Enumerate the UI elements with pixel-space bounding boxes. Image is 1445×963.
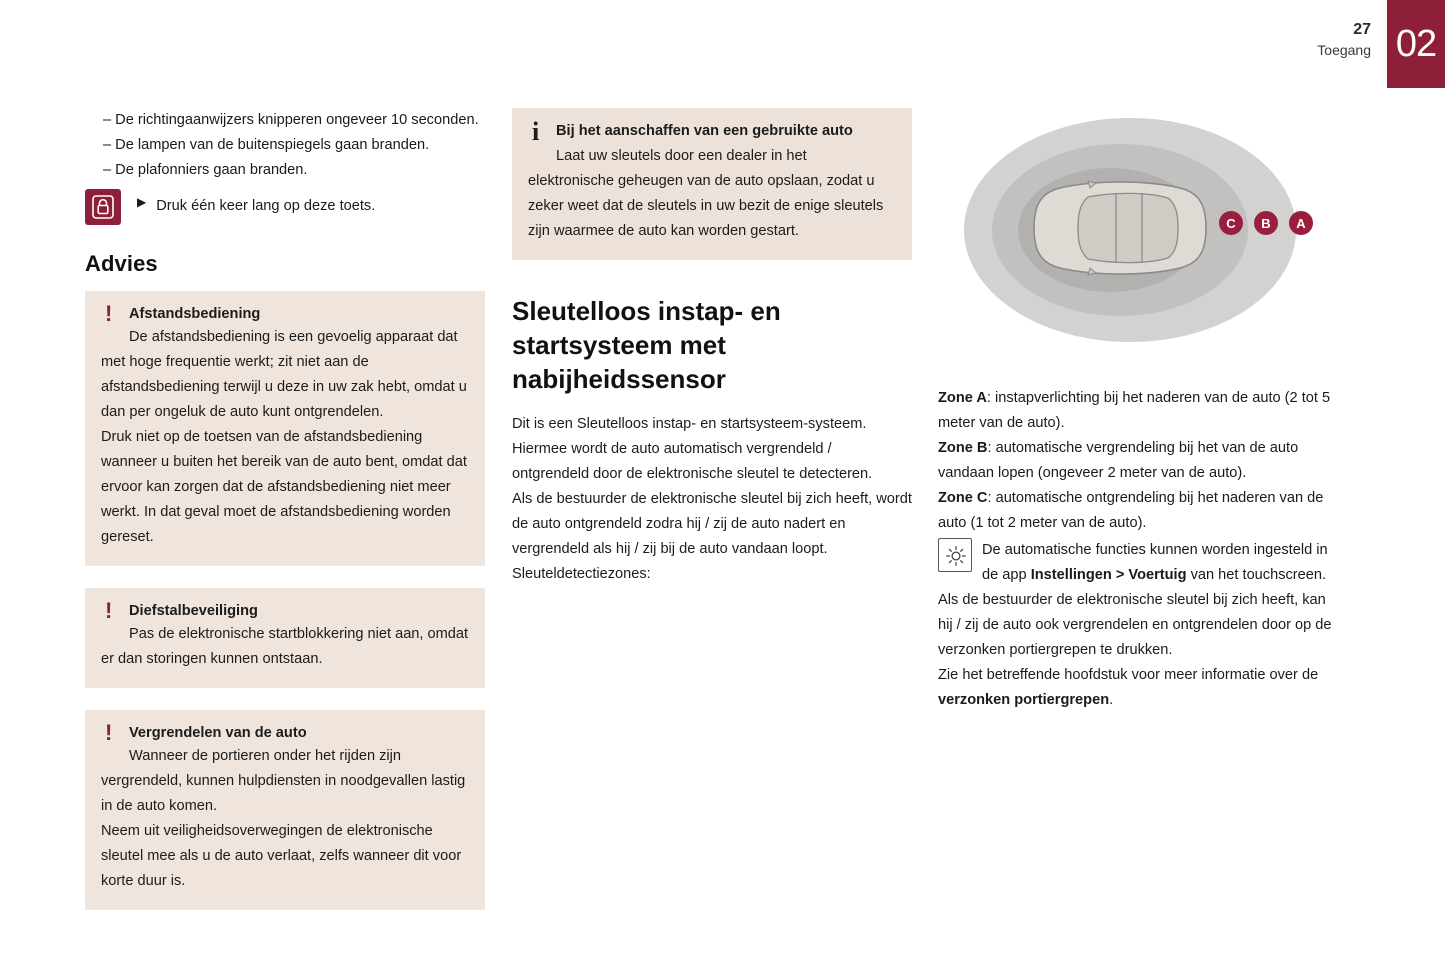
- section-name: Toegang: [1317, 42, 1371, 58]
- zone-c-label: Zone C: [938, 490, 988, 506]
- key-detection-zones-diagram: [938, 108, 1338, 368]
- warning-icon: !: [105, 598, 113, 623]
- column-right: [938, 108, 1338, 713]
- callout-vergrendelen-van-de-auto: [85, 710, 485, 910]
- lock-instruction-text: Druk één keer lang op deze toets.: [156, 198, 376, 214]
- settings-note-suffix: van het touchscreen.: [1186, 567, 1327, 583]
- zone-c-description: [938, 486, 1338, 536]
- info-icon: i: [532, 117, 540, 146]
- section-heading-sleutelloos: Sleutelloos instap- en startsysteem met nabijheidssensor: [512, 296, 781, 394]
- callout-title: Diefstalbeveiliging: [129, 603, 258, 619]
- chapter-number-tab: 02: [1387, 0, 1445, 88]
- zone-c-text: : automatische ontgrendeling bij het naderen van de auto (1 tot 2 meter van de auto).: [938, 490, 1324, 531]
- lock-key-icon: [85, 189, 121, 225]
- page-content: [0, 108, 1445, 963]
- callout-paragraph: Druk niet op de toetsen van de afstandsbediening wanneer u buiten het bereik van de auto bent, omdat dat ervoor kan zorgen dat de afstandsbediening niet meer werkt. In dat geval moet de afstandsbediening worden gereset.: [101, 429, 467, 545]
- page-header-meta: [1317, 20, 1371, 60]
- svg-text:C: C: [1226, 216, 1236, 231]
- callout-diefstalbeveiliging: [85, 588, 485, 688]
- svg-text:A: A: [1296, 216, 1306, 231]
- final-note-prefix: Zie het betreffende hoofdstuk voor meer informatie over de: [938, 667, 1319, 683]
- final-note-suffix: .: [1109, 692, 1114, 708]
- svg-text:B: B: [1261, 216, 1271, 231]
- triangle-right-icon: ▶: [137, 195, 147, 209]
- list-item: – De richtingaanwijzers knipperen ongeveer 10 seconden.: [103, 112, 479, 128]
- gear-icon: [938, 538, 972, 572]
- dash-list: [85, 108, 485, 183]
- callout-paragraph: Neem uit veiligheidsoverwegingen de elektronische sleutel mee als u de auto verlaat, zelfs wanneer dit voor korte duur is.: [101, 823, 462, 889]
- settings-note-text: [982, 538, 1338, 588]
- right-column-body: [938, 588, 1338, 713]
- section-body: [512, 412, 912, 587]
- callout-paragraph: De afstandsbediening is een gevoelig apparaat dat met hoge frequentie werkt; zit niet aan de afstandsbediening terwijl u deze in uw zak hebt, omdat u dan per ongeluk de auto kunt ontgrendelen.: [101, 329, 467, 420]
- callout-afstandsbediening: [85, 291, 485, 566]
- final-note-term: verzonken portiergrepen: [938, 692, 1110, 708]
- zone-a-description: [938, 386, 1338, 436]
- paragraph: Dit is een Sleutelloos instap- en startsysteem-systeem.: [512, 416, 867, 432]
- settings-path: Instellingen > Voertuig: [1030, 567, 1187, 583]
- zone-b-description: [938, 436, 1338, 486]
- list-item: – De lampen van de buitenspiegels gaan branden.: [103, 137, 430, 153]
- callout-title: Afstandsbediening: [129, 306, 261, 322]
- warning-icon: !: [105, 301, 113, 326]
- lock-instruction-row: [85, 189, 485, 225]
- list-item: – De plafonniers gaan branden.: [103, 162, 308, 178]
- zone-a-label: Zone A: [938, 390, 987, 406]
- callout-title: Vergrendelen van de auto: [129, 725, 307, 741]
- settings-note-prefix: De automatische functies kunnen worden ingesteld in de app: [982, 542, 1328, 583]
- zone-b-text: : automatische vergrendeling bij het van de auto vandaan lopen (ongeveer 2 meter van de auto).: [938, 440, 1299, 481]
- callout-paragraph: Laat uw sleutels door een dealer in het elektronische geheugen van de auto opslaan, zodat u zeker weet dat de sleutels in uw bezit de enige sleutels zijn waarmee de auto kan worden gestart.: [528, 148, 884, 239]
- page-title-advies: Advies: [85, 251, 158, 276]
- column-left: [85, 108, 485, 932]
- paragraph: Als de bestuurder de elektronische sleutel bij zich heeft, kan hij / zij de auto ook vergrendelen en ontgrendelen door op de verzonken portiergrepen te drukken.: [938, 592, 1332, 658]
- column-middle: [512, 108, 912, 587]
- paragraph: Als de bestuurder de elektronische sleutel bij zich heeft, wordt de auto ontgrendeld zodra hij / zij de auto nadert en vergrendeld als hij / zij bij de auto vandaan loopt.: [512, 491, 912, 557]
- callout-title: Bij het aanschaffen van een gebruikte auto: [556, 123, 853, 139]
- page-number: 27: [1353, 21, 1371, 38]
- zone-descriptions: [938, 386, 1338, 536]
- callout-paragraph: Pas de elektronische startblokkering niet aan, omdat er dan storingen kunnen ontstaan.: [101, 626, 469, 667]
- warning-icon: !: [105, 720, 113, 745]
- settings-note-row: [938, 538, 1338, 588]
- paragraph: Sleuteldetectiezones:: [512, 566, 651, 582]
- final-note: [938, 663, 1338, 713]
- callout-paragraph: Wanneer de portieren onder het rijden zijn vergrendeld, kunnen hulpdiensten in noodgevallen lastig in de auto komen.: [101, 748, 466, 814]
- zone-a-text: : instapverlichting bij het naderen van de auto (2 tot 5 meter van de auto).: [938, 390, 1331, 431]
- paragraph: Hiermee wordt de auto automatisch vergrendeld / ontgrendeld door de elektronische sleutel te detecteren.: [512, 441, 873, 482]
- zone-b-label: Zone B: [938, 440, 988, 456]
- callout-gebruikte-auto: [512, 108, 912, 260]
